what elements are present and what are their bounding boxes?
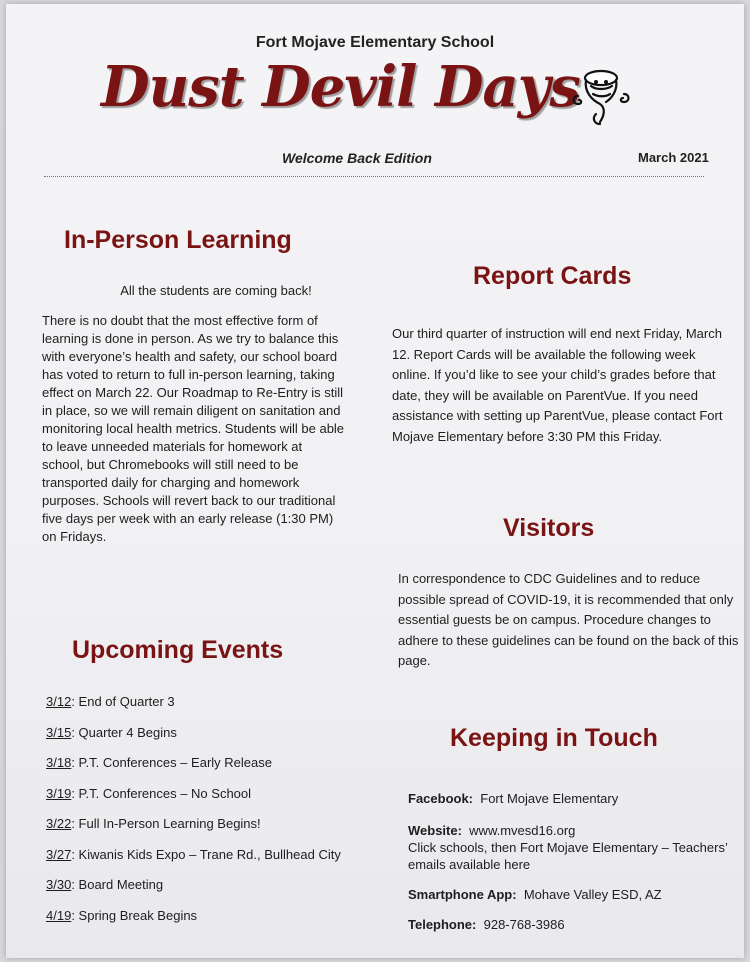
event-item: 3/15: Quarter 4 Begins [46, 724, 177, 740]
header-divider [44, 176, 704, 177]
contact-phone: Telephone: 928-768-3986 [408, 917, 565, 932]
contact-heading: Keeping in Touch [450, 724, 658, 752]
visitors-body: In correspondence to CDC Guidelines and to reduce possible spread of COVID-19, it is recommended that only essential guests be on campus. Procedure changes to adhere to these guidelines can be found on the back of this page. [398, 571, 739, 668]
event-item: 3/12: End of Quarter 3 [46, 694, 175, 709]
website-link[interactable]: www.mvesd16.org [469, 823, 576, 838]
dust-devil-mascot-icon [566, 66, 636, 128]
in-person-body: There is no doubt that the most effective form of learning is done in person. As we try to balance this with everyone’s health and safety, our school board has voted to return to full in-person learning, taking effect on March 22. Our Roadmap to Re-Entry is still in place, so we will remain diligent on sanitation and monitoring local health metrics. Students will be able to leave unneeded materials for homework at school, but Chromebooks will still need to be transported daily for charging and homework purposes. Schools will revert back to our traditional five days per week with an early release (1:30 PM) on Fridays. [42, 313, 345, 544]
event-item: 3/18: P.T. Conferences – Early Release [46, 755, 272, 770]
newsletter-page [6, 4, 744, 958]
newsletter-title: Dust Devil Days [101, 54, 580, 120]
in-person-heading: In-Person Learning [64, 226, 292, 254]
contact-facebook: Facebook: Fort Mojave Elementary [408, 791, 619, 806]
visitors-heading: Visitors [503, 514, 595, 542]
events-list [46, 694, 386, 938]
event-item: 3/30: Board Meeting [46, 877, 164, 892]
edition-label: Welcome Back Edition [282, 150, 432, 166]
school-name: Fort Mojave Elementary School [255, 34, 495, 51]
contact-website: Website: www.mvesd16.org Click schools, then Fort Mojave Elementary – Teachers’ emails available here [408, 823, 728, 872]
contact-app: Smartphone App: Mohave Valley ESD, AZ [408, 887, 662, 902]
report-cards-heading: Report Cards [473, 262, 632, 290]
issue-date: March 2021 [638, 150, 709, 165]
event-item: 4/19: Spring Break Begins [46, 907, 198, 923]
in-person-tagline: All the students are coming back! [120, 283, 312, 298]
report-cards-body: Our third quarter of instruction will end next Friday, March 12. Report Cards will be available the following week online. If you’d like to see your child’s grades before that date, they will be available on ParentVue. If you need assistance with setting up ParentVue, please contact Fort Mojave Elementary before 3:30 PM this Friday. [392, 326, 723, 444]
event-item: 3/19: P.T. Conferences – No School [46, 785, 252, 801]
event-item: 3/22: Full In-Person Learning Begins! [46, 816, 261, 831]
website-note: Click schools, then Fort Mojave Elementary – Teachers’ emails available here [408, 840, 728, 872]
events-heading: Upcoming Events [72, 636, 284, 664]
event-item: 3/27: Kiwanis Kids Expo – Trane Rd., Bullhead City [46, 846, 341, 862]
